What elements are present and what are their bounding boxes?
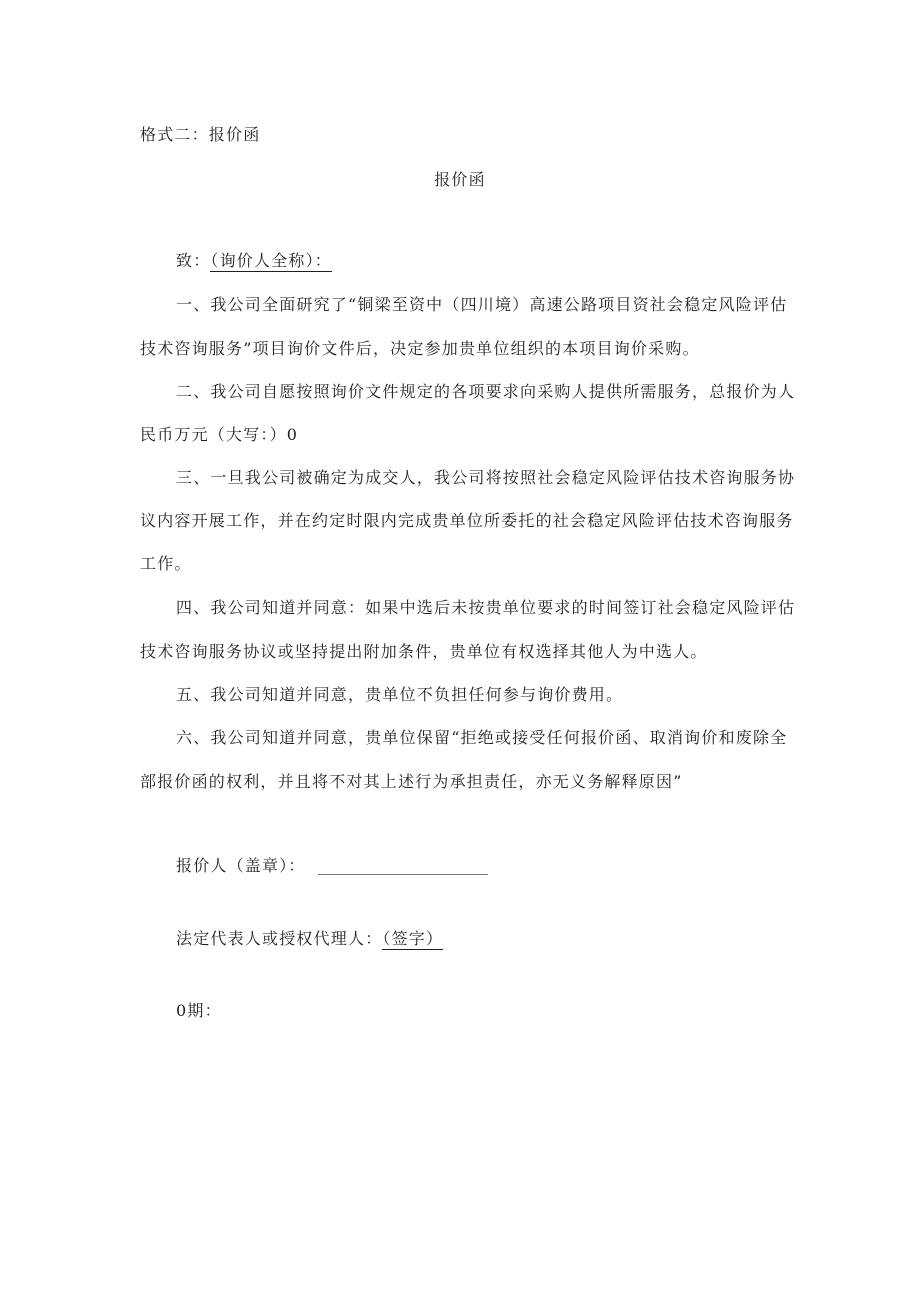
paragraph-4-line-2: 技术咨询服务协议或坚持提出附加条件，贵单位有权选择其他人为中选人。 (140, 642, 708, 661)
paragraph-1-line-1: 一、我公司全面研究了“铜梁至资中（四川境）高速公路项目资社会稳定风险评估 (176, 295, 788, 314)
representative-row (176, 928, 443, 950)
paragraph-3-line-3: 工作。 (140, 554, 192, 573)
addressee-prefix: 致： (176, 251, 211, 270)
date-label: 0期： (176, 1001, 222, 1020)
addressee (176, 250, 332, 272)
paragraph-6-line-2: 部报价函的权利，并且将不对其上述行为承担责任，亦无义务解释原因” (140, 772, 683, 791)
paragraph-3-line-2: 议内容开展工作，并在约定时限内完成贵单位所委托的社会稳定风险评估技术咨询服务 (140, 511, 794, 530)
representative-label: 法定代表人或授权代理人： (176, 929, 383, 948)
paragraph-3-line-1: 三、一旦我公司被确定为成交人，我公司将按照社会稳定风险评估技术咨询服务协 (176, 468, 796, 487)
paragraph-4-line-1: 四、我公司知道并同意：如果中选后未按贵单位要求的时间签订社会稳定风险评估 (176, 598, 796, 617)
paragraph-5-line-1: 五、我公司知道并同意，贵单位不负担任何参与询价费用。 (176, 685, 624, 704)
representative-signature: （签字） (382, 929, 444, 948)
paragraph-6-line-1: 六、我公司知道并同意，贵单位保留“拒绝或接受任何报价函、取消询价和废除全 (176, 728, 788, 747)
format-label: 格式二：报价函 (140, 125, 261, 144)
quoter-label: 报价人（盖章）： (176, 856, 306, 875)
quoter-stamp-blank (318, 874, 488, 875)
paragraph-1-line-2: 技术咨询服务”项目询价文件后，决定参加贵单位组织的本项目询价采购。 (140, 339, 700, 358)
page-title: 报价函 (434, 170, 486, 189)
paragraph-2-line-1: 二、我公司自愿按照询价文件规定的各项要求向采购人提供所需服务，总报价为人 (176, 382, 796, 401)
addressee-name: （询价人全称）： (210, 251, 333, 270)
paragraph-2-line-2: 民币万元（大写：）0 (140, 425, 299, 444)
